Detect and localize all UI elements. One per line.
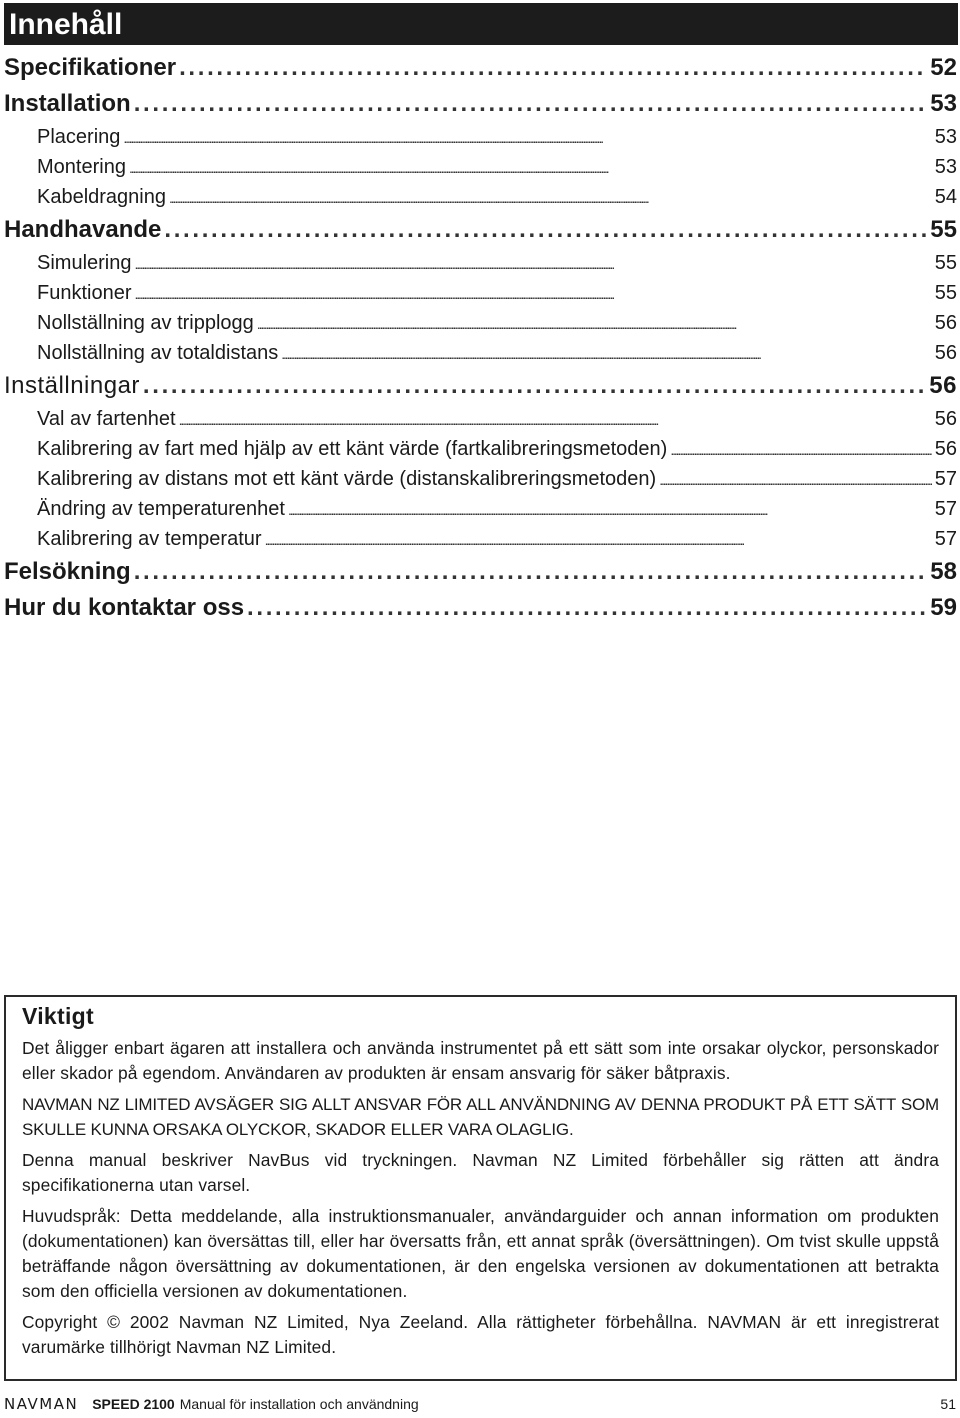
toc-leader-dots [670, 442, 931, 458]
toc-entry-label: Handhavande [4, 216, 162, 243]
footer-title: Manual för installation och användning [179, 1396, 419, 1412]
toc-entry-label: Felsökning [4, 558, 131, 585]
toc-subsection-entry[interactable] [4, 282, 957, 312]
toc-entry-page: 57 [934, 528, 957, 550]
toc-subsection-entry[interactable] [4, 498, 957, 528]
toc-entry-page: 55 [934, 282, 957, 304]
toc-subsection-entry[interactable] [4, 156, 957, 186]
toc-entry-page: 57 [934, 498, 957, 520]
notice-paragraph-liability: Det åligger enbart ägaren att installera och använda instrumentet på ett sätt som inte orsakar olyckor, personskador eller skador på egendom. Användaren av produkten är ensam ansvarig för säker båtpraxis. [22, 1038, 939, 1083]
toc-subsection-entry[interactable] [4, 252, 957, 282]
toc-entry-page: 56 [934, 408, 957, 430]
page-title: Innehåll [4, 3, 958, 45]
toc-entry-label: Kalibrering av distans mot ett känt värde (distanskalibreringsmetoden) [37, 468, 657, 490]
toc-entry-label: Montering [37, 156, 126, 178]
toc-leader-dots [169, 190, 932, 206]
toc-section-entry[interactable] [4, 558, 957, 594]
toc-entry-page: 56 [929, 372, 957, 399]
notice-paragraph-specifications: Denna manual beskriver NavBus vid tryckningen. Navman NZ Limited förbehåller sig rätten att ändra specifikationerna utan varsel. [22, 1150, 939, 1195]
toc-entry-label: Specifikationer [4, 54, 177, 81]
page-number: 51 [940, 1396, 956, 1412]
toc-leader-dots [281, 346, 932, 362]
toc-entry-label: Kabeldragning [37, 186, 166, 208]
toc-entry-page: 55 [934, 252, 957, 274]
toc-leader-dots [164, 216, 927, 244]
toc-entry-page: 53 [930, 90, 957, 117]
toc-entry-page: 53 [934, 126, 957, 148]
toc-entry-page: 54 [934, 186, 957, 208]
toc-subsection-entry[interactable] [4, 468, 957, 498]
footer-product: SPEED 2100 [92, 1396, 175, 1412]
page-footer [4, 1395, 956, 1415]
toc-leader-dots [659, 472, 932, 488]
toc-leader-dots [134, 256, 931, 272]
toc-subsection-entry[interactable] [4, 408, 957, 438]
toc-leader-dots [123, 130, 931, 146]
toc-entry-page: 57 [934, 468, 957, 490]
toc-section-entry[interactable] [4, 54, 957, 90]
toc-entry-label: Placering [37, 126, 121, 148]
toc-leader-dots [143, 372, 926, 400]
toc-entry-page: 56 [934, 312, 957, 334]
important-notice [4, 995, 957, 1381]
toc-entry-label: Kalibrering av temperatur [37, 528, 262, 550]
toc-leader-dots [129, 160, 932, 176]
toc-subsection-entry[interactable] [4, 342, 957, 372]
toc-leader-dots [257, 316, 932, 332]
notice-paragraph-copyright: Copyright © 2002 Navman NZ Limited, Nya Zeeland. Alla rättigheter förbehållna. NAVMAN är ett inregistrerat varumärke tillhörigt Navman NZ Limited. [22, 1312, 939, 1357]
toc-subsection-entry[interactable] [4, 126, 957, 156]
toc-section-entry[interactable] [4, 90, 957, 126]
toc-leader-dots [134, 90, 928, 118]
toc-entry-page: 56 [934, 342, 957, 364]
notice-heading: Viktigt [22, 1003, 94, 1029]
toc-section-entry[interactable] [4, 216, 957, 252]
toc-entry-label: Hur du kontaktar oss [4, 594, 245, 621]
toc-leader-dots [134, 558, 928, 586]
toc-leader-dots [179, 412, 932, 428]
toc-leader-dots [247, 594, 927, 622]
toc-leader-dots [288, 502, 932, 518]
brand-logo: NAVMAN [4, 1395, 79, 1413]
toc-entry-label: Simulering [37, 252, 132, 274]
toc-subsection-entry[interactable] [4, 438, 957, 468]
toc-entry-label: Installation [4, 90, 131, 117]
toc-entry-page: 58 [930, 558, 957, 585]
toc-entry-page: 52 [930, 54, 957, 81]
toc-entry-label: Kalibrering av fart med hjälp av ett känt värde (fartkalibreringsmetoden) [37, 438, 668, 460]
toc-subsection-entry[interactable] [4, 186, 957, 216]
table-of-contents [4, 54, 957, 630]
toc-section-entry[interactable] [4, 594, 957, 630]
notice-paragraph-language: Huvudspråk: Detta meddelande, alla instruktionsmanualer, användarguider och annan information om produkten (dokumentationen) kan översättas till, eller har översatts från, ett annat språk (översättningen). Om tvist skulle uppstå beträffande någon översättning av dokumentationen, är den engelska versionen av dokumentationen att betrakta som den officiella versionen av dokumentationen. [22, 1206, 939, 1301]
toc-leader-dots [135, 286, 932, 302]
toc-entry-label: Ändring av temperaturenhet [37, 498, 285, 520]
toc-subsection-entry[interactable] [4, 528, 957, 558]
toc-section-entry[interactable] [4, 372, 957, 408]
toc-entry-label: Nollställning av totaldistans [37, 342, 279, 364]
toc-entry-page: 56 [934, 438, 957, 460]
toc-entry-label: Nollställning av tripplogg [37, 312, 254, 334]
toc-entry-label: Val av fartenhet [37, 408, 176, 430]
toc-entry-label: Inställningar [4, 372, 140, 399]
toc-entry-label: Funktioner [37, 282, 132, 304]
toc-entry-page: 59 [930, 594, 957, 621]
toc-entry-page: 53 [934, 156, 957, 178]
toc-subsection-entry[interactable] [4, 312, 957, 342]
toc-leader-dots [179, 54, 927, 82]
toc-entry-page: 55 [930, 216, 957, 243]
toc-leader-dots [265, 532, 932, 548]
notice-paragraph-disclaimer: NAVMAN NZ LIMITED AVSÄGER SIG ALLT ANSVAR FÖR ALL ANVÄNDNING AV DENNA PRODUKT PÅ ETT SÄTT SOM SKULLE KUNNA ORSAKA OLYCKOR, SKADOR ELLER VARA OLAGLIG. [22, 1095, 939, 1139]
